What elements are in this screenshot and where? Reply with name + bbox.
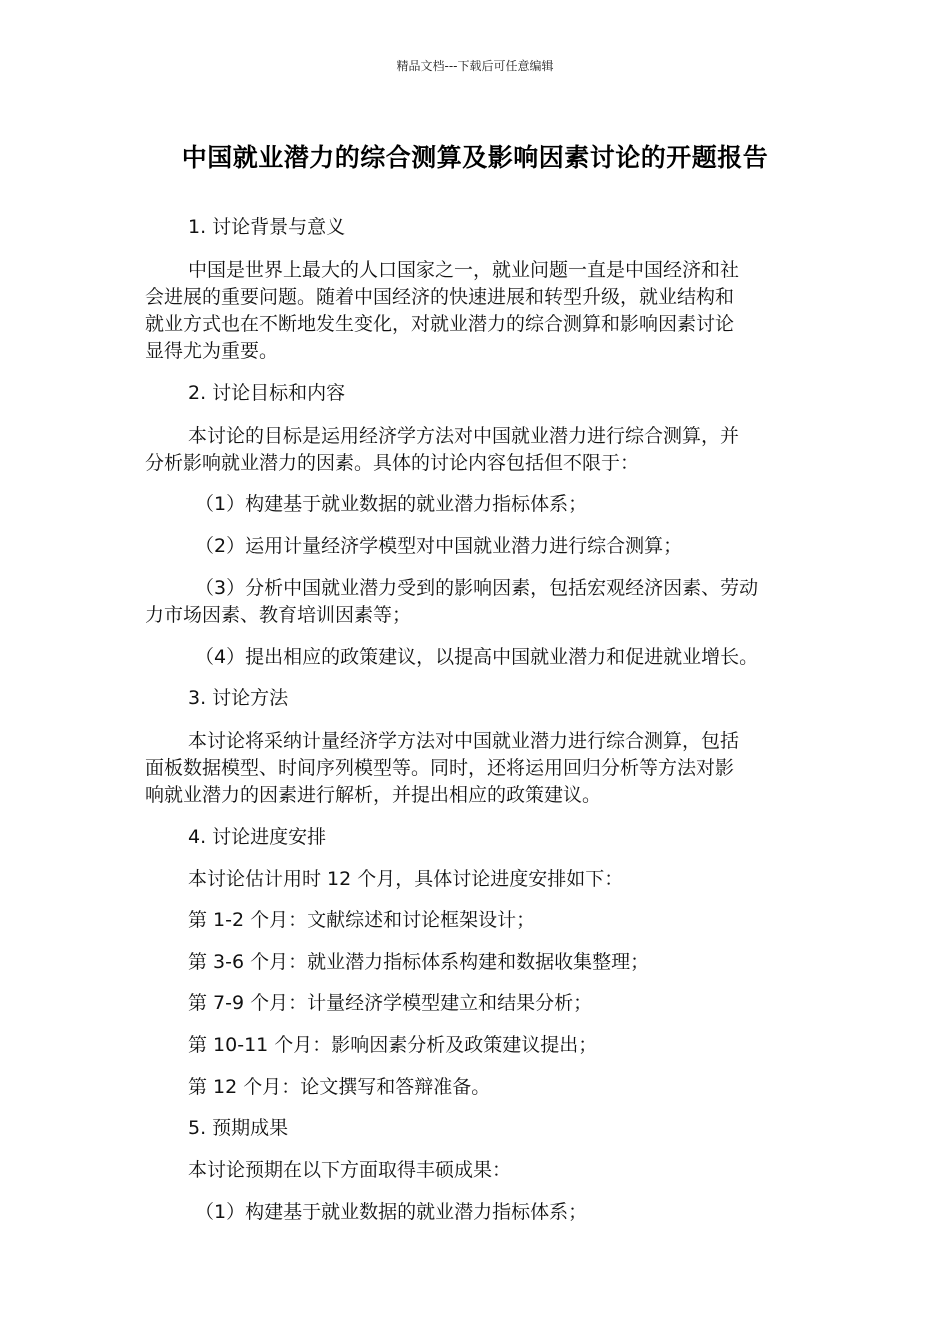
section-2-paragraph-line: 分析影响就业潜力的因素。具体的讨论内容包括但不限于：: [145, 452, 640, 474]
section-1-paragraph-line: 显得尤为重要。: [145, 340, 279, 362]
header-note: 精品文档---下载后可任意编辑: [396, 59, 554, 73]
section-2-list-item: （1）构建基于就业数据的就业潜力指标体系；: [195, 493, 588, 515]
section-1-paragraph-line: 就业方式也在不断地发生变化，对就业潜力的综合测算和影响因素讨论: [145, 313, 735, 335]
section-2-list-item: （3）分析中国就业潜力受到的影响因素，包括宏观经济因素、劳动: [195, 577, 759, 599]
section-3-paragraph-line: 面板数据模型、时间序列模型等。同时，还将运用回归分析等方法对影: [145, 757, 735, 779]
section-2-list-item: （2）运用计量经济学模型对中国就业潜力进行综合测算；: [195, 535, 683, 557]
section-4-paragraph: 本讨论估计用时 12 个月，具体讨论进度安排如下：: [188, 868, 624, 890]
section-5-heading: 5. 预期成果: [188, 1117, 289, 1139]
schedule-item: 第 3-6 个月：就业潜力指标体系构建和数据收集整理；: [188, 951, 650, 973]
section-2-list-item-continuation: 力市场因素、教育培训因素等；: [145, 604, 412, 626]
document-title: 中国就业潜力的综合测算及影响因素讨论的开题报告: [181, 143, 769, 172]
section-1-paragraph-line: 会进展的重要问题。随着中国经济的快速进展和转型升级，就业结构和: [145, 286, 735, 308]
schedule-item: 第 10-11 个月：影响因素分析及政策建议提出；: [188, 1034, 598, 1056]
section-1-paragraph-line: 中国是世界上最大的人口国家之一，就业问题一直是中国经济和社: [188, 259, 740, 281]
section-1-heading: 1. 讨论背景与意义: [188, 216, 346, 238]
section-5-list-item: （1）构建基于就业数据的就业潜力指标体系；: [195, 1201, 588, 1223]
document-body: [145, 0, 810, 1344]
section-3-heading: 3. 讨论方法: [188, 687, 289, 709]
schedule-item: 第 1-2 个月：文献综述和讨论框架设计；: [188, 909, 536, 931]
section-3-paragraph-line: 本讨论将采纳计量经济学方法对中国就业潜力进行综合测算，包括: [188, 730, 740, 752]
section-5-paragraph: 本讨论预期在以下方面取得丰硕成果：: [188, 1159, 512, 1181]
section-4-heading: 4. 讨论进度安排: [188, 826, 327, 848]
schedule-item: 第 12 个月：论文撰写和答辩准备。: [188, 1076, 491, 1098]
section-2-heading: 2. 讨论目标和内容: [188, 382, 346, 404]
schedule-item: 第 7-9 个月：计量经济学模型建立和结果分析；: [188, 992, 593, 1014]
section-2-paragraph-line: 本讨论的目标是运用经济学方法对中国就业潜力进行综合测算，并: [188, 425, 740, 447]
section-2-list-item: （4）提出相应的政策建议，以提高中国就业潜力和促进就业增长。: [195, 646, 759, 668]
section-3-paragraph-line: 响就业潜力的因素进行解析，并提出相应的政策建议。: [145, 784, 602, 806]
